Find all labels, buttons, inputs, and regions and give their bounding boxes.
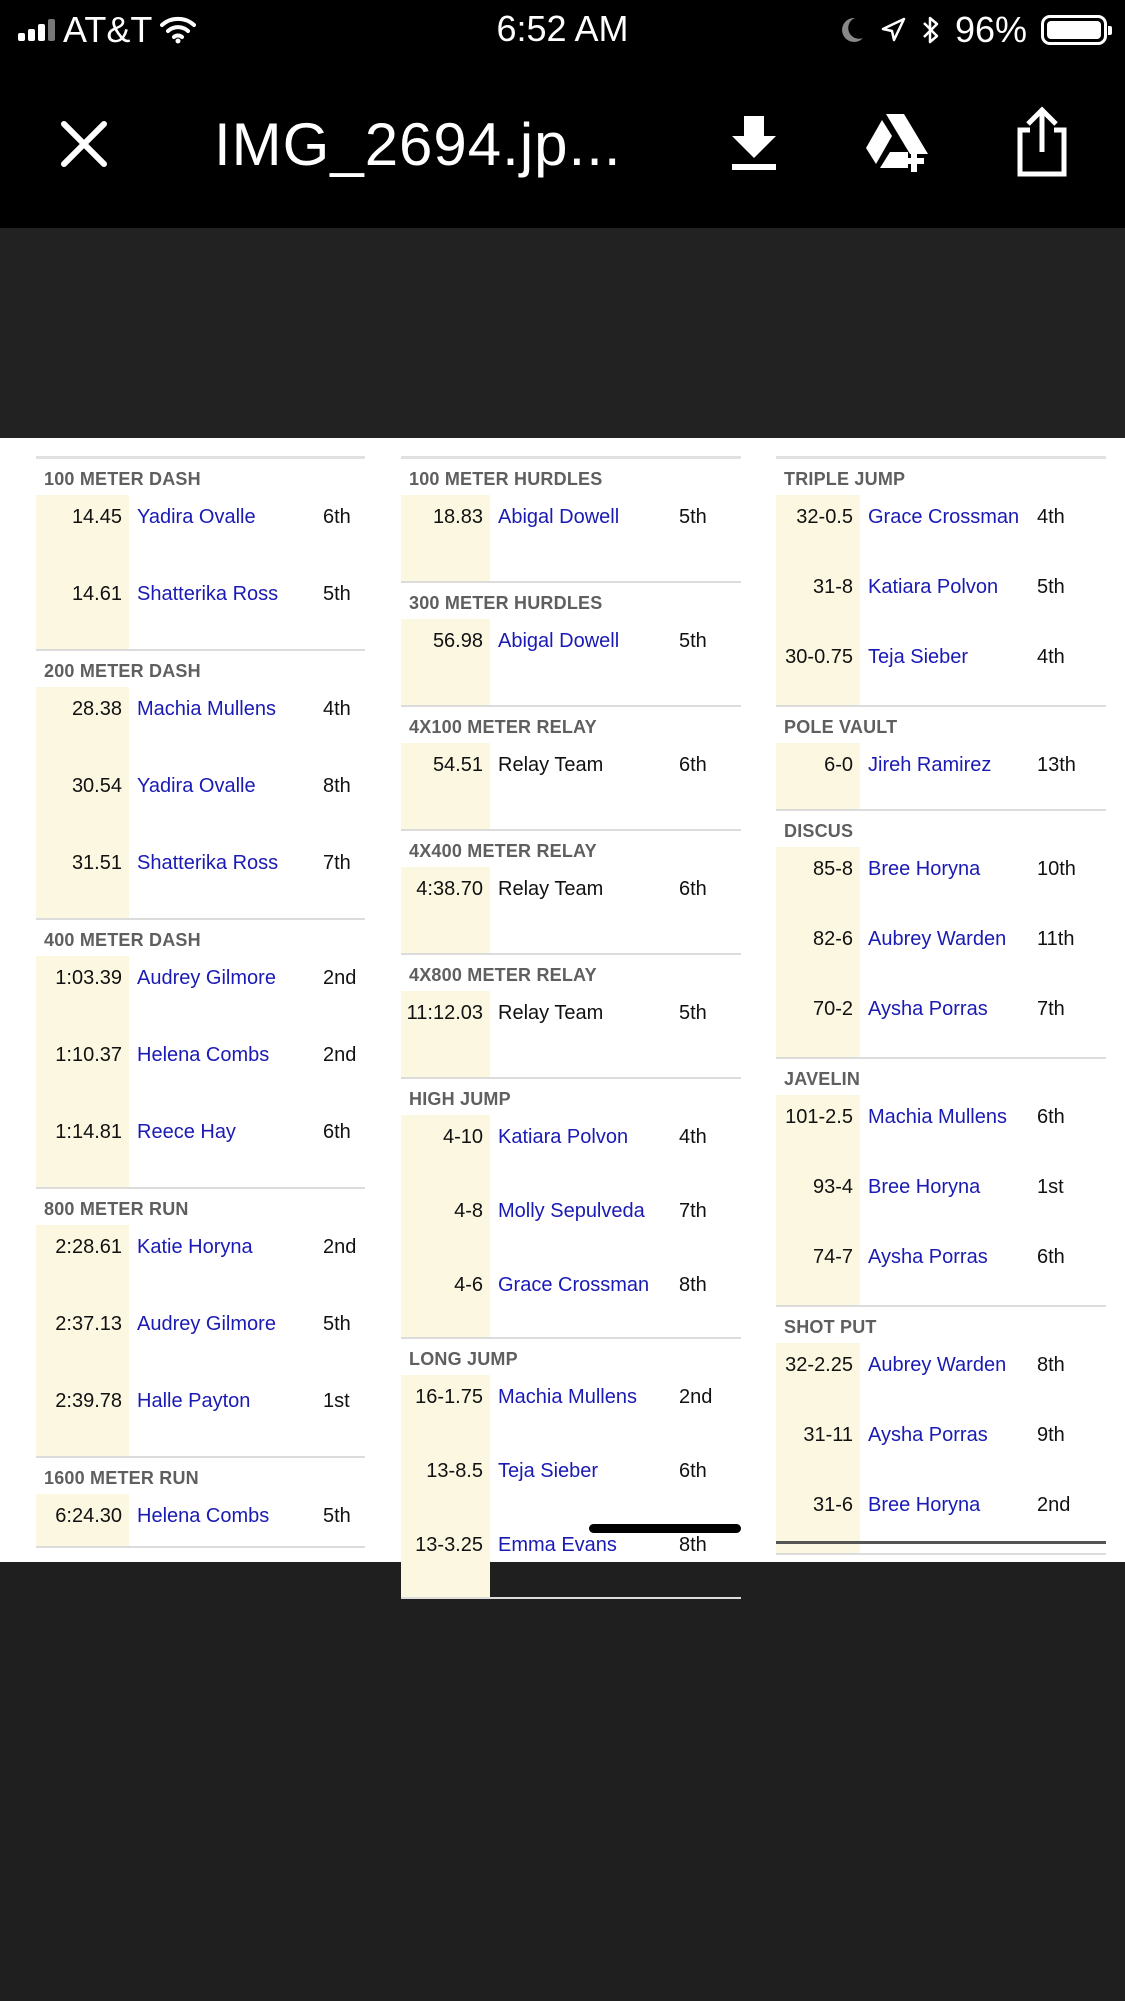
result-place: 4th (1037, 646, 1065, 668)
result-place: 1st (1037, 1176, 1064, 1198)
result-place: 2nd (1037, 1494, 1071, 1516)
result-place: 6th (679, 878, 707, 900)
result-place: 8th (323, 775, 351, 797)
result-mark: 1:14.81 (36, 1110, 129, 1187)
athlete-link[interactable]: Yadira Ovalle (137, 775, 256, 797)
result-place: 5th (679, 1002, 707, 1024)
athlete-link[interactable]: Aysha Porras (868, 1424, 988, 1446)
result-place: 2nd (679, 1386, 713, 1408)
event-section (401, 1079, 741, 1339)
result-mark: 31.51 (36, 841, 129, 918)
result-row (36, 687, 365, 764)
share-icon[interactable] (1010, 106, 1074, 178)
athlete-name: Relay Team (498, 878, 604, 900)
result-mark: 1:03.39 (36, 956, 129, 1033)
result-place: 6th (323, 1121, 351, 1143)
athlete-link[interactable]: Aubrey Warden (868, 1354, 1007, 1376)
result-place: 9th (1037, 1424, 1065, 1446)
result-place: 7th (323, 852, 351, 874)
viewer-toolbar (0, 62, 1125, 228)
event-title: 400 METER DASH (44, 930, 201, 950)
result-mark: 4-10 (401, 1115, 490, 1189)
result-place: 1st (323, 1390, 350, 1412)
athlete-link[interactable]: Helena Combs (137, 1505, 270, 1527)
close-icon[interactable] (52, 112, 116, 176)
result-place: 4th (1037, 506, 1065, 528)
file-title: IMG_2694.jp... (214, 111, 622, 178)
athlete-link[interactable]: Teja Sieber (498, 1460, 599, 1482)
result-place: 6th (679, 1460, 707, 1482)
result-place: 5th (323, 1313, 351, 1335)
athlete-link[interactable]: Aubrey Warden (868, 928, 1007, 950)
result-mark: 31-11 (776, 1413, 860, 1483)
results-image (0, 438, 1125, 1562)
result-mark: 28.38 (36, 687, 129, 764)
athlete-name: Relay Team (498, 754, 604, 776)
result-row (401, 991, 741, 1077)
event-section (401, 831, 741, 955)
result-mark: 2:39.78 (36, 1379, 129, 1456)
result-mark: 85-8 (776, 847, 860, 917)
result-row (776, 1413, 1106, 1483)
result-row (36, 1110, 365, 1187)
result-place: 2nd (323, 1236, 357, 1258)
battery-icon (1041, 15, 1107, 45)
event-section (776, 811, 1106, 1059)
results-column-2 (401, 456, 741, 1599)
event-section (36, 651, 365, 920)
result-row (776, 1235, 1106, 1305)
athlete-link[interactable]: Aysha Porras (868, 1246, 988, 1268)
result-row (776, 987, 1106, 1057)
result-place: 8th (1037, 1354, 1065, 1376)
event-title: 300 METER HURDLES (409, 593, 603, 613)
column-bottom-rule (776, 1541, 1106, 1544)
athlete-link[interactable]: Helena Combs (137, 1044, 270, 1066)
result-mark: 31-6 (776, 1483, 860, 1553)
athlete-link[interactable]: Katiara Polvon (498, 1126, 629, 1148)
result-place: 5th (323, 1505, 351, 1527)
bluetooth-icon (921, 14, 941, 46)
event-title: 200 METER DASH (44, 661, 201, 681)
result-place: 6th (1037, 1246, 1065, 1268)
athlete-link[interactable]: Abigal Dowell (498, 506, 620, 528)
result-row (36, 1379, 365, 1456)
athlete-link[interactable]: Grace Crossman (868, 506, 1020, 528)
event-section (36, 920, 365, 1189)
athlete-link[interactable]: Machia Mullens (868, 1106, 1007, 1128)
event-title: DISCUS (784, 821, 854, 841)
result-row (36, 572, 365, 649)
result-place: 2nd (323, 967, 357, 989)
result-mark: 11:12.03 (401, 991, 490, 1077)
image-backdrop (0, 228, 1125, 438)
result-mark: 93-4 (776, 1165, 860, 1235)
moon-icon (839, 16, 865, 44)
event-title: TRIPLE JUMP (784, 469, 906, 489)
event-section (401, 1339, 741, 1599)
result-mark: 32-2.25 (776, 1343, 860, 1413)
result-mark: 2:37.13 (36, 1302, 129, 1379)
event-section (776, 1059, 1106, 1307)
result-row (776, 743, 1106, 809)
event-section (36, 459, 365, 651)
result-place: 7th (1037, 998, 1065, 1020)
result-mark: 74-7 (776, 1235, 860, 1305)
result-mark: 4:38.70 (401, 867, 490, 953)
battery-percent: 96% (954, 9, 1027, 50)
result-mark: 2:28.61 (36, 1225, 129, 1302)
athlete-link[interactable]: Machia Mullens (137, 698, 276, 720)
result-row (401, 1523, 741, 1597)
result-mark: 13-8.5 (401, 1449, 490, 1523)
event-section (776, 707, 1106, 811)
result-place: 11th (1037, 928, 1075, 950)
result-row (401, 1189, 741, 1263)
result-mark: 30-0.75 (776, 635, 860, 705)
result-row (401, 495, 741, 581)
result-place: 8th (679, 1274, 707, 1296)
athlete-link[interactable]: Molly Sepulveda (498, 1200, 645, 1222)
result-row (36, 764, 365, 841)
event-title: LONG JUMP (409, 1349, 518, 1369)
result-place: 4th (323, 698, 351, 720)
result-place: 7th (679, 1200, 707, 1222)
athlete-link[interactable]: Shatterika Ross (137, 583, 279, 605)
athlete-link[interactable]: Bree Horyna (868, 858, 981, 880)
athlete-link[interactable]: Jireh Ramirez (868, 754, 992, 776)
result-row (401, 1375, 741, 1449)
event-section (401, 459, 741, 583)
athlete-link[interactable]: Audrey Gilmore (137, 967, 276, 989)
athlete-link[interactable]: Audrey Gilmore (137, 1313, 276, 1335)
result-row (401, 1449, 741, 1523)
result-mark: 16-1.75 (401, 1375, 490, 1449)
scroll-indicator (589, 1524, 741, 1533)
event-title: 100 METER DASH (44, 469, 201, 489)
athlete-link[interactable]: Reece Hay (137, 1121, 236, 1143)
result-place: 5th (679, 630, 707, 652)
result-mark: 54.51 (401, 743, 490, 829)
result-row (776, 917, 1106, 987)
result-row (401, 743, 741, 829)
event-title: HIGH JUMP (409, 1089, 511, 1109)
event-section (36, 1189, 365, 1458)
event-title: POLE VAULT (784, 717, 898, 737)
event-title: 800 METER RUN (44, 1199, 189, 1219)
result-row (776, 1095, 1106, 1165)
athlete-link[interactable]: Bree Horyna (868, 1494, 981, 1516)
event-title: JAVELIN (784, 1069, 861, 1089)
athlete-link[interactable]: Yadira Ovalle (137, 506, 256, 528)
result-place: 6th (1037, 1106, 1065, 1128)
athlete-link[interactable]: Halle Payton (137, 1390, 251, 1412)
result-row (36, 1033, 365, 1110)
event-section (776, 459, 1106, 707)
result-row (776, 1165, 1106, 1235)
event-section (776, 1307, 1106, 1555)
athlete-link[interactable]: Aysha Porras (868, 998, 988, 1020)
result-row (36, 841, 365, 918)
athlete-name: Relay Team (498, 1002, 604, 1024)
status-right (839, 10, 1107, 50)
event-title: SHOT PUT (784, 1317, 877, 1337)
result-mark: 13-3.25 (401, 1523, 490, 1597)
event-section (401, 583, 741, 707)
result-mark: 14.45 (36, 495, 129, 572)
athlete-link[interactable]: Katiara Polvon (868, 576, 999, 598)
result-place: 6th (679, 754, 707, 776)
result-row (401, 867, 741, 953)
event-title: 100 METER HURDLES (409, 469, 603, 489)
result-mark: 6:24.30 (36, 1494, 129, 1546)
athlete-link[interactable]: Grace Crossman (498, 1274, 650, 1296)
result-mark: 4-8 (401, 1189, 490, 1263)
result-row (36, 1494, 365, 1546)
athlete-link[interactable]: Machia Mullens (498, 1386, 637, 1408)
result-mark: 14.61 (36, 572, 129, 649)
result-row (776, 847, 1106, 917)
result-row (401, 1115, 741, 1189)
results-column-1 (36, 456, 365, 1548)
add-to-drive-icon[interactable] (862, 110, 934, 174)
result-place: 13th (1037, 754, 1076, 776)
result-place: 5th (323, 583, 351, 605)
event-title: 4X800 METER RELAY (409, 965, 597, 985)
athlete-link[interactable]: Abigal Dowell (498, 630, 620, 652)
result-mark: 6-0 (776, 743, 860, 809)
athlete-link[interactable]: Shatterika Ross (137, 852, 279, 874)
result-mark: 30.54 (36, 764, 129, 841)
carrier-label: AT&T (63, 9, 153, 50)
event-title: 4X400 METER RELAY (409, 841, 597, 861)
result-mark: 32-0.5 (776, 495, 860, 565)
result-row (776, 635, 1106, 705)
result-place: 5th (1037, 576, 1065, 598)
event-section (401, 955, 741, 1079)
result-place: 6th (323, 506, 351, 528)
result-place: 4th (679, 1126, 707, 1148)
result-row (776, 1343, 1106, 1413)
result-row (401, 619, 741, 705)
result-place: 2nd (323, 1044, 357, 1066)
result-place: 8th (679, 1534, 707, 1556)
event-title: 4X100 METER RELAY (409, 717, 597, 737)
athlete-link[interactable]: Katie Horyna (137, 1236, 253, 1258)
status-bar (0, 0, 1125, 62)
result-row (36, 495, 365, 572)
status-time: 6:52 AM (496, 8, 629, 49)
result-mark: 70-2 (776, 987, 860, 1057)
result-mark: 56.98 (401, 619, 490, 705)
result-mark: 4-6 (401, 1263, 490, 1337)
result-place: 10th (1037, 858, 1076, 880)
athlete-link[interactable]: Teja Sieber (868, 646, 969, 668)
result-row (36, 956, 365, 1033)
event-section (36, 1458, 365, 1548)
location-icon (879, 16, 907, 44)
result-mark: 82-6 (776, 917, 860, 987)
results-column-3 (776, 456, 1106, 1555)
result-mark: 1:10.37 (36, 1033, 129, 1110)
result-mark: 31-8 (776, 565, 860, 635)
athlete-link[interactable]: Emma Evans (498, 1534, 617, 1556)
result-mark: 18.83 (401, 495, 490, 581)
result-row (36, 1302, 365, 1379)
result-place: 5th (679, 506, 707, 528)
result-row (401, 1263, 741, 1337)
event-section (401, 707, 741, 831)
result-row (776, 495, 1106, 565)
result-mark: 101-2.5 (776, 1095, 860, 1165)
athlete-link[interactable]: Bree Horyna (868, 1176, 981, 1198)
event-title: 1600 METER RUN (44, 1468, 199, 1488)
download-icon[interactable] (722, 110, 786, 174)
result-row (36, 1225, 365, 1302)
result-row (776, 565, 1106, 635)
